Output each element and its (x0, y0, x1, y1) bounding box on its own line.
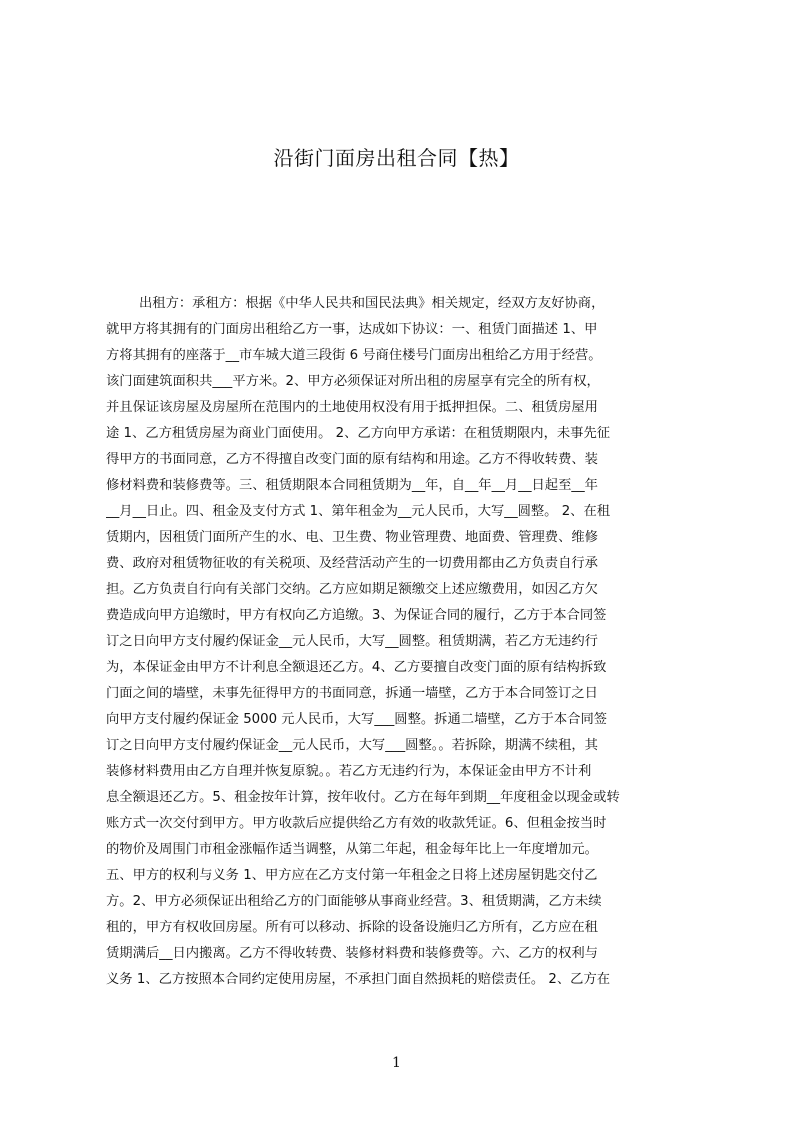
body-line: 得甲方的书面同意，乙方不得擅自改变门面的原有结构和用途。乙方不得收转费、装 (106, 452, 598, 467)
body-line: 向甲方支付履约保证金 5000 元人民币，大写___圆整。拆通二墙壁，乙方于本合同签 (106, 712, 608, 727)
body-line: 租的，甲方有权收回房屋。所有可以移动、拆除的设备设施归乙方所有，乙方应在租 (106, 920, 598, 935)
body-line: 五、甲方的权利与义务 1、甲方应在乙方支付第一年租金之日将上述房屋钥匙交付乙 (106, 868, 598, 883)
body-line: 装修材料费用由乙方自理并恢复原貌。。若乙方无违约行为，本保证金由甲方不计利 (106, 764, 592, 779)
body-line: 赁期满后__日内搬离。乙方不得收转费、装修材料费和装修费等。六、乙方的权利与 (106, 946, 598, 961)
body-line: 修材料费和装修费等。三、租赁期限本合同租赁期为__年，自__年__月__日起至__年 (106, 478, 598, 493)
body-line: 就甲方将其拥有的门面房出租给乙方一事，达成如下协议：一、租赁门面描述 1、甲 (106, 322, 598, 337)
body-line: 订之日向甲方支付履约保证金__元人民币，大写___圆整。。若拆除，期满不续租，其 (106, 738, 598, 753)
body-line: 的物价及周围门市租金涨幅作适当调整，从第二年起，租金每年比上一年度增加元。 (106, 842, 598, 857)
body-line: 为，本保证金由甲方不计利息全额退还乙方。4、乙方要擅自改变门面的原有结构拆致 (106, 660, 607, 675)
body-line: 方将其拥有的座落于__市车城大道三段街 6 号商住楼号门面房出租给乙方用于经营。 (106, 348, 602, 363)
body-line: 方。2、甲方必须保证出租给乙方的门面能够从事商业经营。3、租赁期满，乙方未续 (106, 894, 602, 909)
body-line: 费、政府对租赁物征收的有关税项、及经营活动产生的一切费用都由乙方负责自行承 (106, 556, 598, 571)
body-line: 途 1、乙方租赁房屋为商业门面使用。 2、乙方向甲方承诺：在租赁期限内，未事先征 (106, 426, 611, 441)
body-line: 该门面建筑面积共___平方米。2、甲方必须保证对所出租的房屋享有完全的所有权， (106, 374, 600, 389)
body-line: 门面之间的墙壁，未事先征得甲方的书面同意，拆通一墙壁，乙方于本合同签订之日 (106, 686, 598, 701)
document-body (106, 291, 698, 1051)
page-number: 1 (392, 1055, 401, 1071)
body-line: 出租方：承租方：根据《中华人民共和国民法典》相关规定，经双方友好协商， (139, 296, 605, 311)
body-line: 费造成向甲方追缴时，甲方有权向乙方追缴。3、为保证合同的履行，乙方于本合同签 (106, 608, 607, 623)
body-line: 账方式一次交付到甲方。甲方收款后应提供给乙方有效的收款凭证。6、但租金按当时 (106, 816, 607, 831)
body-line: __月__日止。四、租金及支付方式 1、第年租金为__元人民币，大写__圆整。 2、在租 (106, 504, 611, 519)
document-title: 沿街门面房出租合同【热】 (273, 146, 520, 170)
body-line: 担。乙方负责自行向有关部门交纳。乙方应如期足额缴交上述应缴费用，如因乙方欠 (106, 582, 598, 597)
body-line: 并且保证该房屋及房屋所在范围内的土地使用权没有用于抵押担保。二、租赁房屋用 (106, 400, 598, 415)
body-line: 义务 1、乙方按照本合同约定使用房屋，不承担门面自然损耗的赔偿责任。 2、乙方在 (106, 972, 611, 987)
body-line: 订之日向甲方支付履约保证金__元人民币，大写__圆整。租赁期满，若乙方无违约行 (106, 634, 598, 649)
body-line: 赁期内，因租赁门面所产生的水、电、卫生费、物业管理费、地面费、管理费、维修 (106, 530, 598, 545)
body-line: 息全额退还乙方。5、租金按年计算，按年收付。乙方在每年到期__年度租金以现金或转 (106, 790, 620, 805)
